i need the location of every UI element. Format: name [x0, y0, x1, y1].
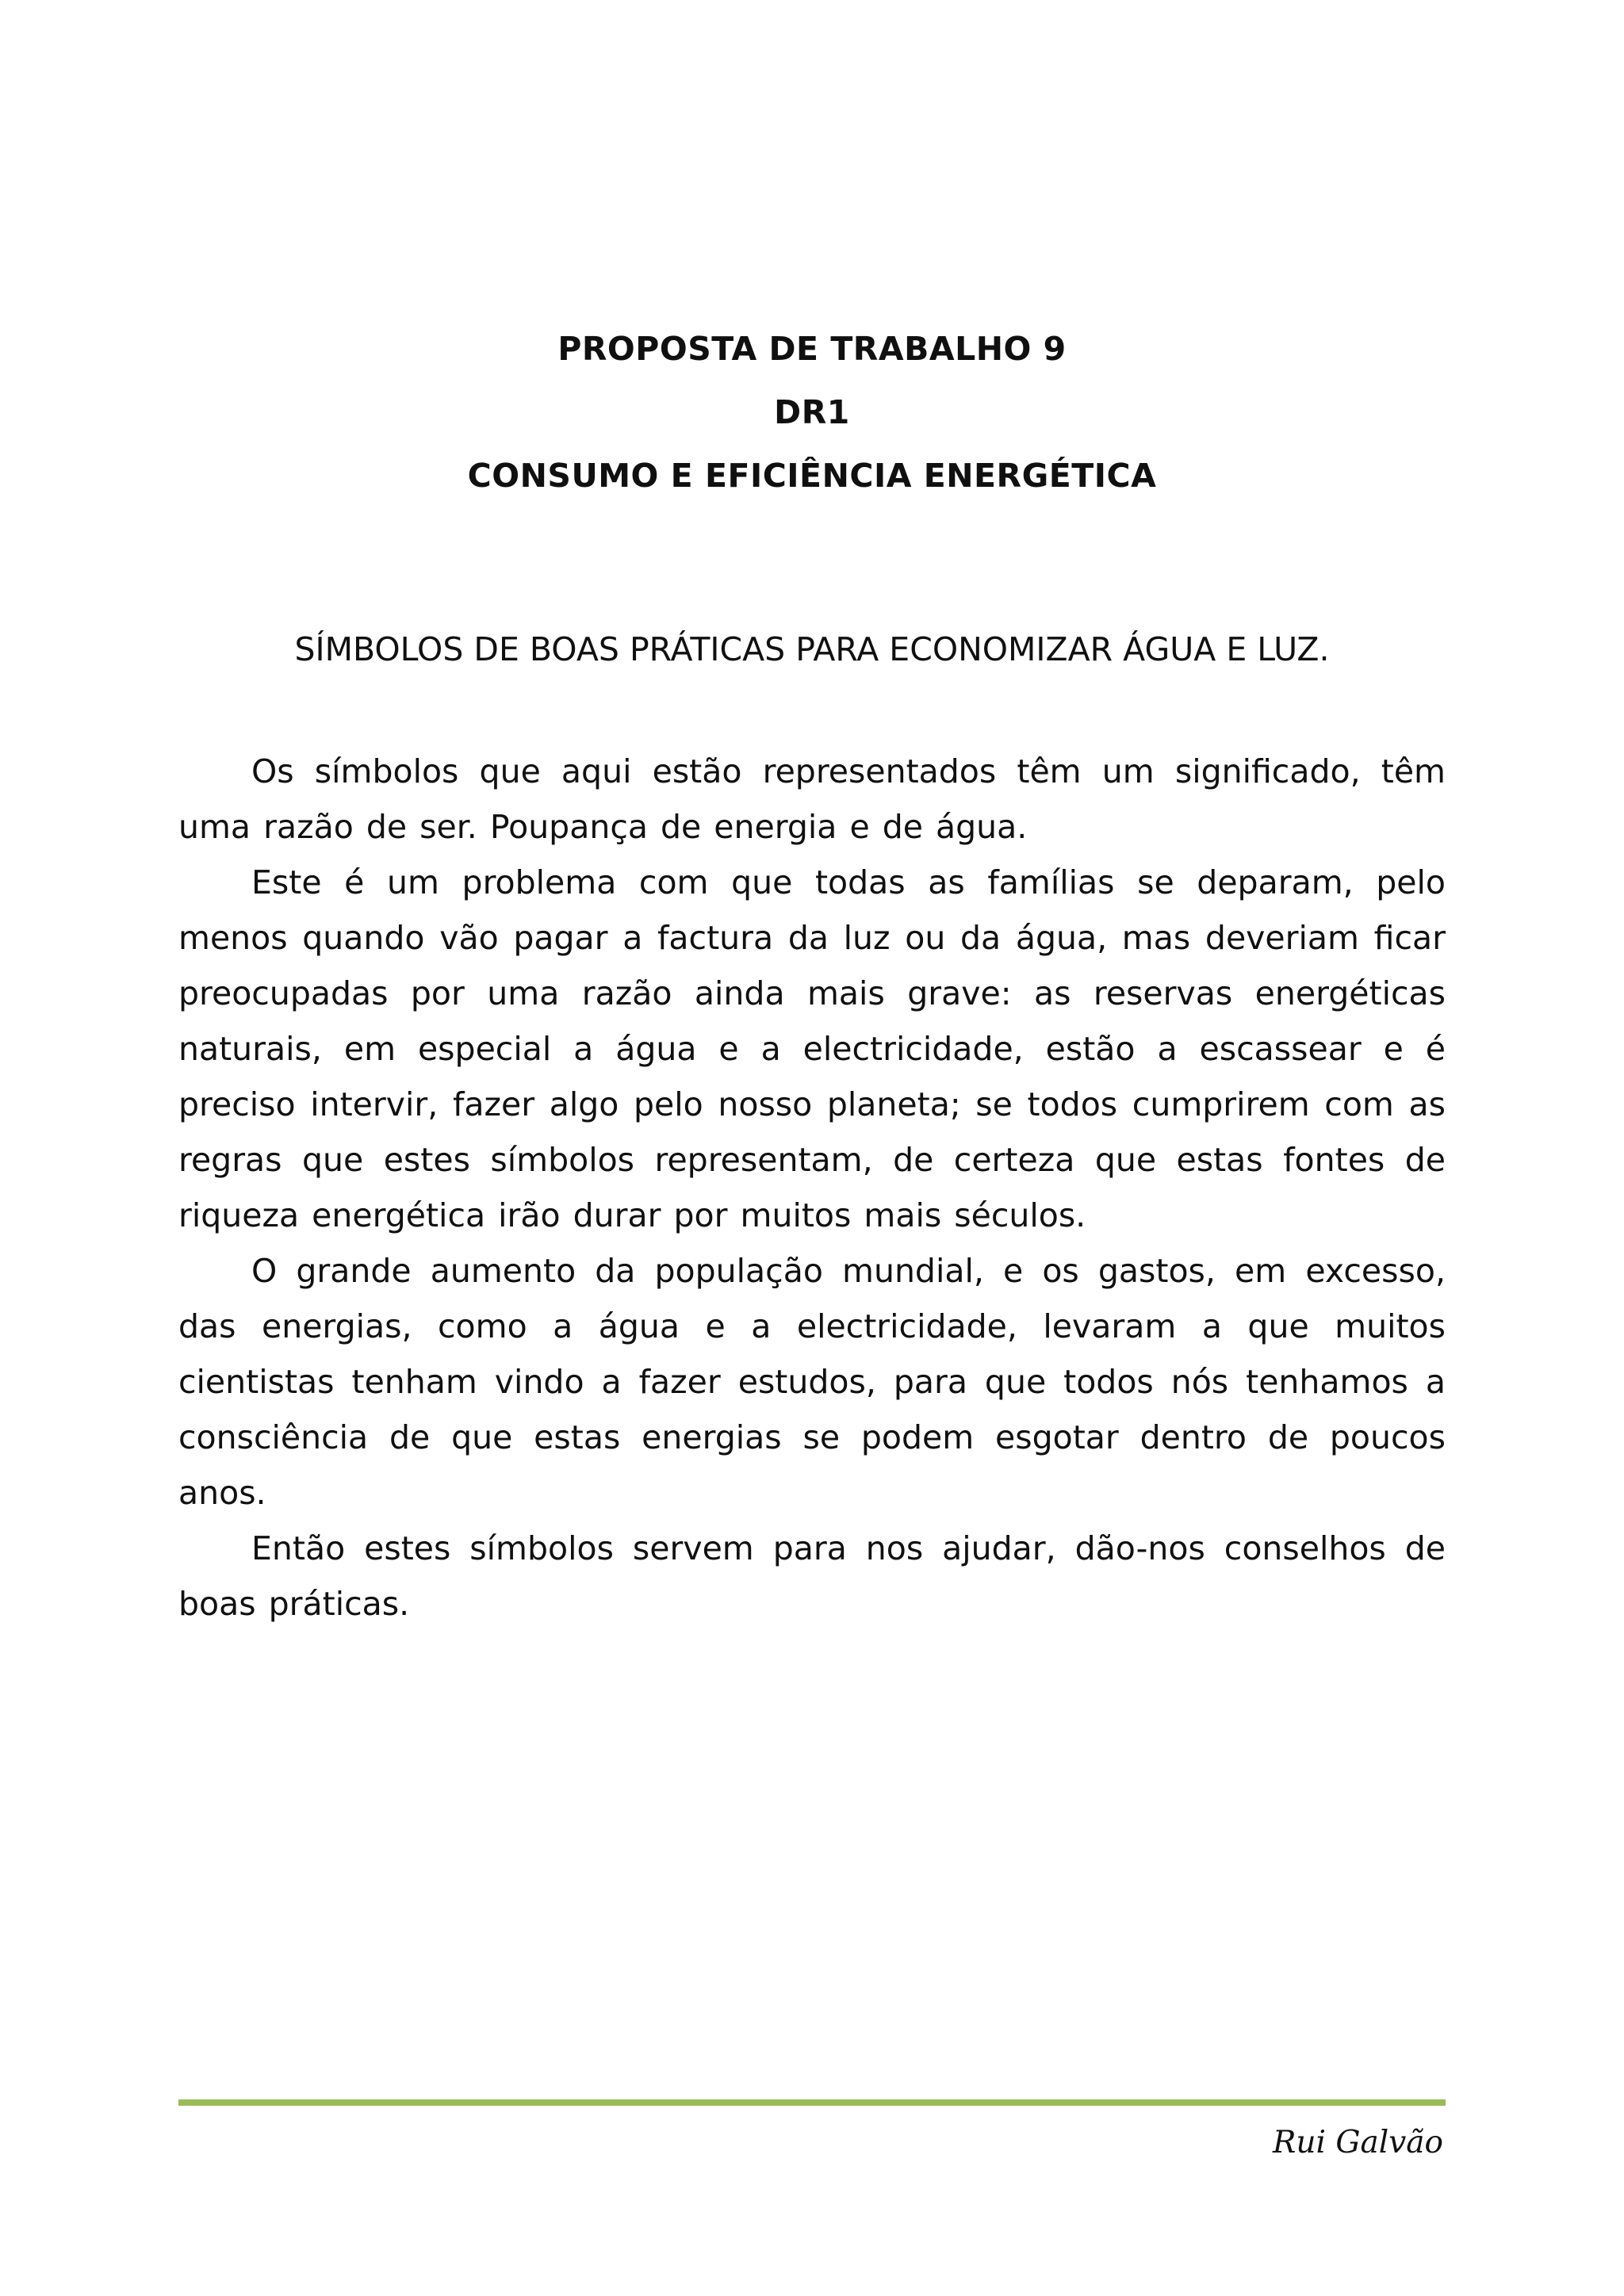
paragraph: Os símbolos que aqui estão representados têm um significado, têm uma razão de ser. Poupança de energia e de água.: [178, 752, 1446, 846]
body-text: [178, 744, 1446, 1632]
footer-rule: [178, 2099, 1446, 2106]
section-heading: SÍMBOLOS DE BOAS PRÁTICAS PARA ECONOMIZAR ÁGUA E LUZ.: [294, 630, 1330, 668]
title-line-consumo: CONSUMO E EFICIÊNCIA ENERGÉTICA: [467, 457, 1157, 495]
paragraph: Este é um problema com que todas as famílias se deparam, pelo menos quando vão pagar a factura da luz ou da água, mas deveriam ficar preocupadas por uma razão ainda mais grave: as reservas energéticas naturais, em especial a água e a electricidade, estão a escassear e é preciso intervir, fazer algo pelo nosso planeta; se todos cumprirem com as regras que estes símbolos representam, de certeza que estas fontes de riqueza energética irão durar por muitos mais séculos.: [178, 863, 1446, 1234]
paragraph: Então estes símbolos servem para nos ajudar, dão-nos conselhos de boas práticas.: [178, 1529, 1446, 1623]
title-line-dr1: DR1: [774, 393, 850, 431]
title-line-proposta: PROPOSTA DE TRABALHO 9: [557, 330, 1067, 368]
footer-author-name: Rui Galvão: [1273, 2125, 1443, 2160]
paragraph: O grande aumento da população mundial, e os gastos, em excesso, das energias, como a água e a electricidade, levaram a que muitos cientistas tenham vindo a fazer estudos, para que todos nós tenhamos a consciência de que estas energias se podem esgotar dentro de poucos anos.: [178, 1252, 1446, 1512]
document-title-block: [178, 317, 1446, 507]
